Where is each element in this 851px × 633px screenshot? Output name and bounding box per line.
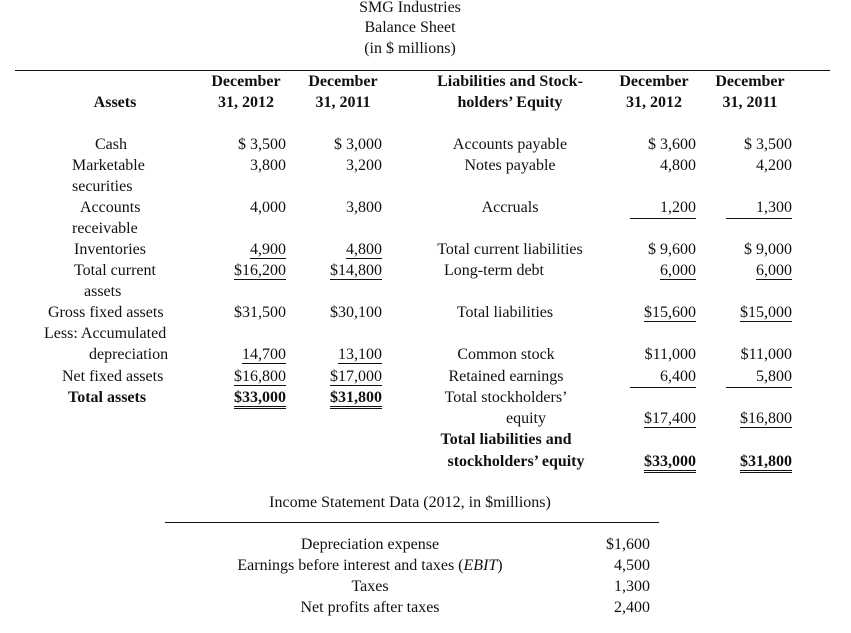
asset-value-2012: $16,800 xyxy=(234,368,286,385)
asset-label: receivable xyxy=(72,220,138,237)
income-label-part: ) xyxy=(497,557,503,574)
liability-value-2011: 5,800 xyxy=(726,367,792,388)
asset-value-2012-cell xyxy=(200,345,286,365)
asset-value-2012: $31,500 xyxy=(234,304,286,321)
statement-title: Balance Sheet xyxy=(364,19,456,36)
liability-label: equity xyxy=(506,410,546,427)
liability-label: Retained earnings xyxy=(448,368,564,385)
asset-value-2012-cell xyxy=(200,367,286,387)
liability-value-2012: 4,800 xyxy=(660,157,696,174)
asset-label: Cash xyxy=(95,136,127,153)
asset-label: Less: Accumulated xyxy=(44,325,167,342)
asset-label-total: Total assets xyxy=(68,389,147,406)
liability-label-total: Total liabilities and xyxy=(440,431,572,448)
asset-label: Inventories xyxy=(74,241,146,258)
liability-value-2011-total: $31,800 xyxy=(740,453,792,473)
asset-value-2012: $16,200 xyxy=(234,262,286,279)
liability-label: Total current liabilities xyxy=(437,241,583,258)
liability-value-2012-cell xyxy=(610,303,696,323)
asset-value-2012: $ 3,500 xyxy=(238,136,286,153)
liability-value-2011: $16,800 xyxy=(740,410,792,427)
asset-value-2011: $17,000 xyxy=(330,368,382,385)
liability-value-2012: $15,600 xyxy=(644,304,696,321)
income-value: 2,400 xyxy=(614,599,650,616)
asset-value-2012-cell xyxy=(200,261,286,281)
asset-value-2012: 14,700 xyxy=(242,346,286,363)
liability-value-2011: $ 9,000 xyxy=(744,241,792,258)
assets-col-2012-line1: December xyxy=(211,73,281,90)
liability-value-2012-cell xyxy=(610,452,696,472)
asset-label: assets xyxy=(84,283,122,300)
liability-value-2011: $ 3,500 xyxy=(744,136,792,153)
income-value: 1,300 xyxy=(614,578,650,595)
asset-label: Net fixed assets xyxy=(62,368,164,385)
liability-label: Accruals xyxy=(481,199,539,216)
asset-value-2012: 4,900 xyxy=(250,241,286,258)
liab-col-2012-line1: December xyxy=(619,73,689,90)
asset-label: Marketable xyxy=(72,157,145,174)
asset-value-2011-cell xyxy=(296,388,382,408)
asset-label: securities xyxy=(72,178,133,195)
liability-label: Total stockholders’ xyxy=(444,389,568,406)
liability-label: Accounts payable xyxy=(452,136,568,153)
liability-value-2011-cell xyxy=(726,198,792,219)
liability-value-2012-cell xyxy=(630,367,696,388)
liability-value-2011: 4,200 xyxy=(756,157,792,174)
liability-value-2011-cell xyxy=(726,367,792,388)
liability-value-2011-cell xyxy=(706,409,792,429)
liability-value-2011-cell xyxy=(706,261,792,281)
liability-value-2012: $17,400 xyxy=(644,410,696,427)
income-statement-rule xyxy=(165,522,659,523)
asset-value-2012-total: $33,000 xyxy=(234,389,286,409)
asset-value-2011-cell xyxy=(296,261,382,281)
income-label-ebit xyxy=(200,556,540,576)
assets-col-2011-line2: 31, 2011 xyxy=(315,94,371,111)
assets-col-2012-line2: 31, 2012 xyxy=(218,94,274,111)
asset-value-2011-cell xyxy=(296,240,382,260)
liability-value-2011: 6,000 xyxy=(756,262,792,279)
asset-label: Total current xyxy=(74,262,156,279)
liability-value-2012-cell xyxy=(610,409,696,429)
liability-value-2011: $15,000 xyxy=(740,304,792,321)
liability-value-2012: 6,400 xyxy=(630,367,696,388)
asset-value-2012: 4,000 xyxy=(250,199,286,216)
liability-value-2011-cell xyxy=(706,452,792,472)
asset-value-2011: 3,800 xyxy=(346,199,382,216)
liability-label: Notes payable xyxy=(464,157,556,174)
income-label-emphasis: EBIT xyxy=(463,557,498,574)
liability-value-2012-cell xyxy=(630,198,696,219)
liability-value-2012: $ 9,600 xyxy=(648,241,696,258)
asset-value-2011-total: $31,800 xyxy=(330,389,382,409)
liability-value-2012: 1,200 xyxy=(630,198,696,219)
liability-value-2012: $ 3,600 xyxy=(648,136,696,153)
asset-value-2012-cell xyxy=(200,388,286,408)
income-label: Taxes xyxy=(351,578,389,595)
income-label: Depreciation expense xyxy=(300,536,440,553)
asset-value-2012: 3,800 xyxy=(250,157,286,174)
liability-value-2012-total: $33,000 xyxy=(644,453,696,473)
asset-label: Accounts xyxy=(80,199,141,216)
liability-value-2011: 1,300 xyxy=(726,198,792,219)
liability-value-2012: $11,000 xyxy=(644,346,696,363)
company-name: SMG Industries xyxy=(359,0,461,16)
statement-units: (in $ millions) xyxy=(364,40,456,57)
asset-value-2011: $30,100 xyxy=(330,304,382,321)
asset-value-2012-cell xyxy=(200,240,286,260)
income-statement-title: Income Statement Data (2012, in $millions) xyxy=(269,494,551,511)
assets-col-2011-line1: December xyxy=(308,73,378,90)
asset-value-2011-cell xyxy=(296,367,382,387)
liability-value-2012: 6,000 xyxy=(660,262,696,279)
asset-label: depreciation xyxy=(89,346,169,363)
liability-label: Total liabilities xyxy=(456,304,554,321)
liabilities-header-line1: Liabilities and Stock- xyxy=(437,73,583,90)
income-value: $1,600 xyxy=(606,536,650,553)
liab-col-2011-line1: December xyxy=(715,73,785,90)
liability-value-2011: $11,000 xyxy=(740,346,792,363)
liab-col-2011-line2: 31, 2011 xyxy=(722,94,778,111)
asset-label: Gross fixed assets xyxy=(48,304,164,321)
asset-value-2011: 3,200 xyxy=(346,157,382,174)
asset-value-2011: 4,800 xyxy=(346,241,382,258)
income-label: Net profits after taxes xyxy=(300,599,440,616)
liability-value-2011-cell xyxy=(706,303,792,323)
liability-label-total: stockholders’ equity xyxy=(447,453,585,470)
income-value: 4,500 xyxy=(614,557,650,574)
liability-value-2012-cell xyxy=(610,261,696,281)
asset-value-2011-cell xyxy=(296,345,382,365)
liabilities-header-line2: holders’ Equity xyxy=(457,94,563,111)
liability-label: Common stock xyxy=(457,346,555,363)
asset-value-2011: $ 3,000 xyxy=(334,136,382,153)
header-rule xyxy=(15,70,830,71)
asset-value-2011: $14,800 xyxy=(330,262,382,279)
asset-value-2011: 13,100 xyxy=(338,346,382,363)
income-label-part: Earnings before interest and taxes ( xyxy=(237,557,464,574)
assets-header: Assets xyxy=(93,94,137,111)
liab-col-2012-line2: 31, 2012 xyxy=(626,94,682,111)
liability-label: Long-term debt xyxy=(444,262,544,279)
